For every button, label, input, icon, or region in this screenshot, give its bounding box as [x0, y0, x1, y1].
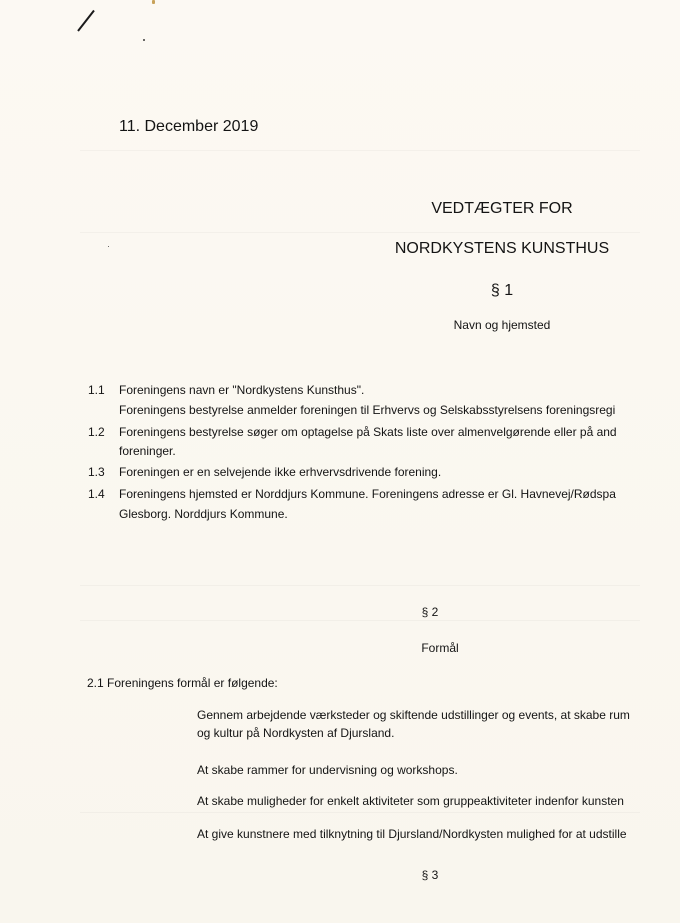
purpose-paragraph	[197, 825, 627, 843]
item-line: Glesborg. Norddjurs Kommune.	[119, 507, 288, 521]
document-title-line2: NORDKYSTENS KUNSTHUS	[394, 240, 610, 257]
purpose-line: og kultur på Nordkysten af Djursland.	[197, 726, 395, 740]
show-through-line	[80, 812, 640, 813]
section2-subheading: Formål	[421, 641, 459, 655]
item-line: foreninger.	[119, 444, 176, 458]
item-line: Foreningens navn er "Nordkystens Kunsthus".	[119, 383, 365, 397]
pen-mark-top	[152, 0, 155, 4]
purpose-paragraph	[197, 706, 630, 742]
purpose-line: At skabe muligheder for enkelt aktiviteter som gruppeaktiviteter indenfor kunsten	[197, 794, 624, 808]
purpose-line: At give kunstnere med tilknytning til Djursland/Nordkysten mulighed for at udstille	[197, 827, 627, 841]
item-line: Foreningen er en selvejende ikke erhvervsdrivende forening.	[119, 465, 442, 479]
show-through-line	[80, 620, 640, 621]
item-number: 1.2	[88, 425, 105, 439]
section2-heading: § 2	[421, 605, 439, 619]
show-through-line	[80, 150, 640, 151]
show-through-line	[80, 232, 640, 233]
ink-speck	[108, 246, 109, 247]
document-date: 11. December 2019	[119, 118, 259, 135]
item-line: Foreningens bestyrelse anmelder foreningen til Erhvervs og Selskabsstyrelsens foreningsregi	[119, 403, 616, 417]
purpose-paragraph	[197, 792, 624, 810]
item-number: 1.3	[88, 465, 105, 479]
section3-heading: § 3	[421, 868, 439, 882]
purpose-line: At skabe rammer for undervisning og workshops.	[197, 763, 458, 777]
item-line: Foreningens bestyrelse søger om optagelse på Skats liste over almenvelgørende eller på and	[119, 425, 617, 439]
pen-mark	[77, 10, 95, 32]
section1-subheading: Navn og hjemsted	[453, 318, 551, 332]
ink-speck	[143, 39, 145, 41]
show-through-line	[80, 585, 640, 586]
item-line: Foreningens hjemsted er Norddjurs Kommune. Foreningens adresse er Gl. Havnevej/Rødspa	[119, 487, 616, 501]
purpose-line: Gennem arbejdende værksteder og skiftende udstillinger og events, at skabe rum	[197, 708, 630, 722]
item-number: 1.1	[88, 383, 105, 397]
item-number: 1.4	[88, 487, 105, 501]
section2-intro: 2.1 Foreningens formål er følgende:	[87, 676, 278, 690]
document-title-line1: VEDTÆGTER FOR	[431, 200, 573, 217]
purpose-paragraph	[197, 761, 458, 779]
section1-heading: § 1	[490, 282, 514, 299]
